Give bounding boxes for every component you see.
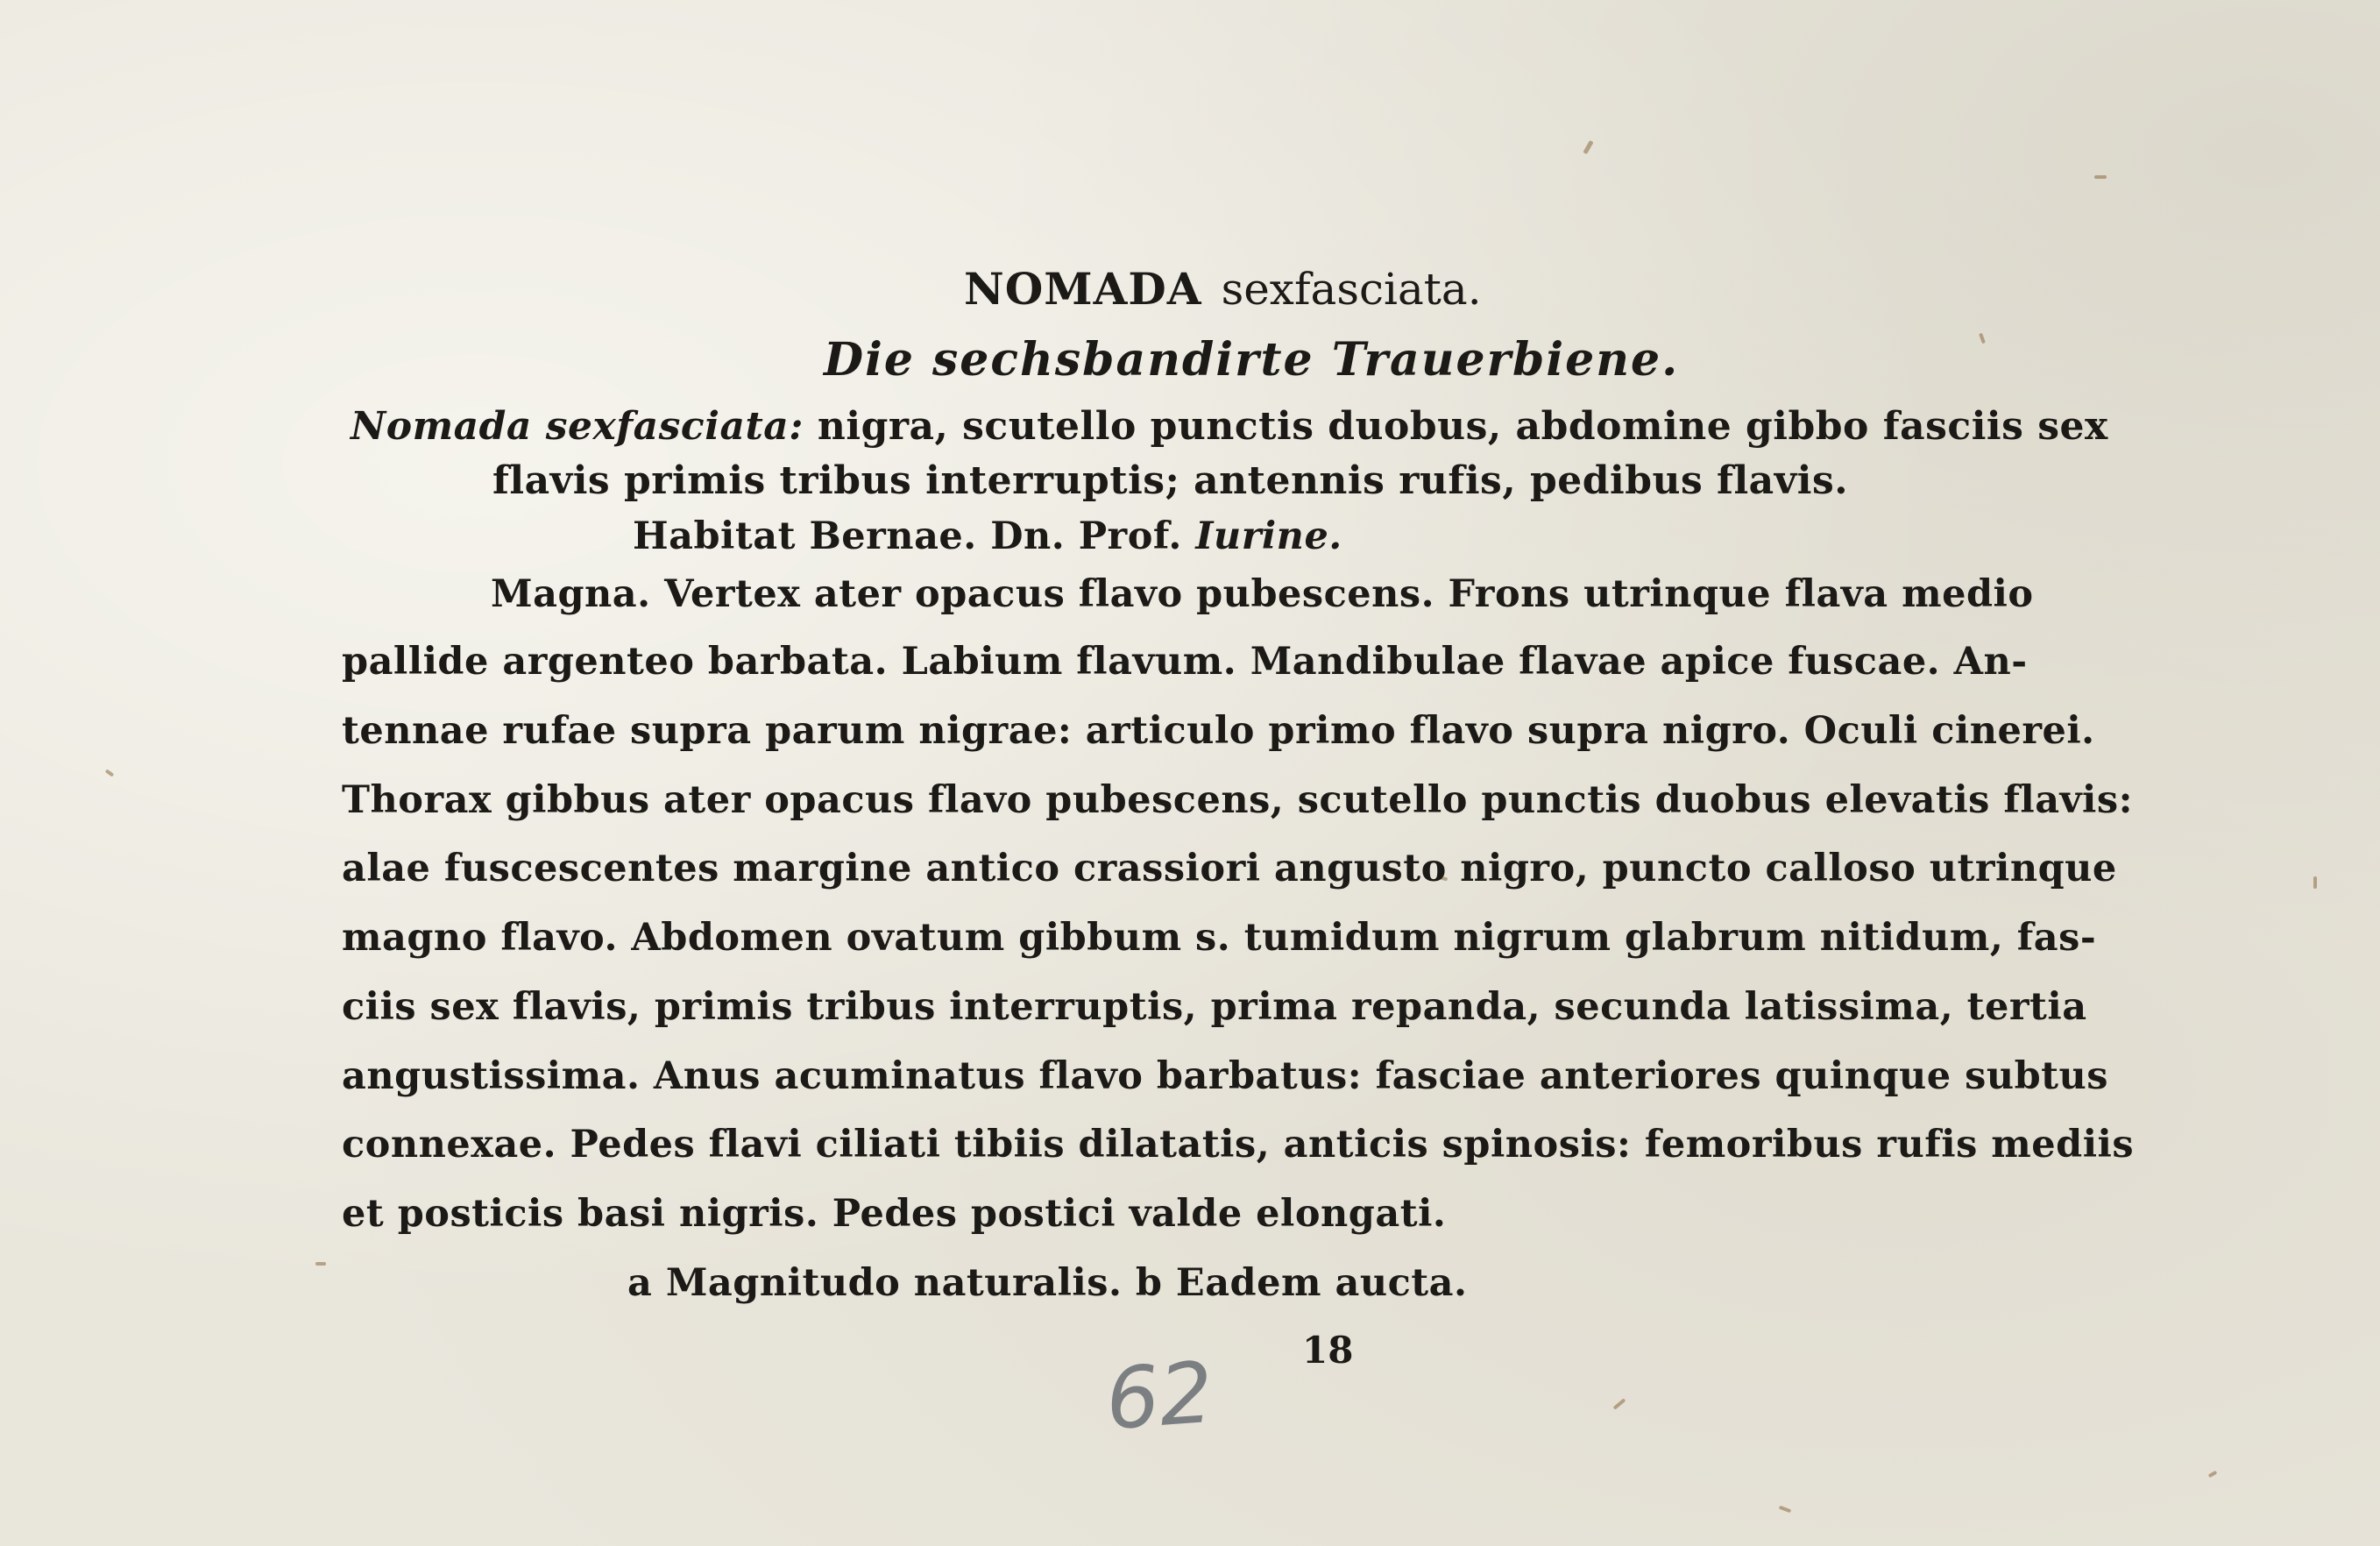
description-line: et posticis basi nigris. Pedes postici valde elongati.	[342, 1192, 1447, 1236]
paper-fleck	[2094, 175, 2107, 179]
description-line: tennae rufae supra parum nigrae: articulo primo flavo supra nigro. Oculi cinerei.	[342, 709, 2095, 753]
description-line: Thorax gibbus ater opacus flavo pubescens, scutello punctis duobus elevatis flavis:	[342, 778, 2133, 822]
diagnosis-line-1	[351, 404, 2108, 449]
species-name: sexfasciata.	[1221, 264, 1482, 315]
habitat-text: Habitat Bernae. Dn. Prof.	[633, 514, 1182, 558]
paper-fleck	[1779, 1506, 1792, 1514]
german-common-name: Die sechsbandirte Trauerbiene.	[824, 333, 1680, 386]
paper-fleck	[105, 769, 114, 777]
diagnosis-line-2: flavis primis tribus interruptis; antennis rufis, pedibus flavis.	[492, 458, 1849, 503]
species-heading	[964, 263, 1482, 315]
description-line: connexae. Pedes flavi ciliati tibiis dilatatis, anticis spinosis: femoribus rufis mediis	[342, 1123, 2135, 1167]
diagnosis-name: Nomada sexfasciata:	[351, 404, 804, 449]
description-line: angustissima. Anus acuminatus flavo barbatus: fasciae anteriores quinque subtus	[342, 1054, 2109, 1098]
description-line: pallide argenteo barbata. Labium flavum. Mandibulae flavae apice fuscae. An-	[342, 640, 2028, 684]
page-number: 18	[1302, 1329, 1354, 1372]
pencil-annotation: 62	[1102, 1343, 1216, 1450]
paper-fleck	[1613, 1398, 1626, 1409]
figure-caption: a Magnitudo naturalis. b Eadem aucta.	[627, 1261, 1468, 1305]
description-line: Magna. Vertex ater opacus flavo pubescens. Frons utrinque flava medio	[491, 572, 2034, 616]
paper-fleck	[1979, 333, 1986, 344]
collector-name: Iurine.	[1195, 514, 1342, 558]
description-line: alae fuscescentes margine antico crassiori angusto nigro, puncto calloso utrinque	[342, 847, 2117, 890]
description-line: magno flavo. Abdomen ovatum gibbum s. tumidum nigrum glabrum nitidum, fas-	[342, 916, 2097, 960]
genus-name: NOMADA	[964, 263, 1202, 315]
paper-fleck	[2208, 1471, 2218, 1478]
paper-fleck	[1583, 140, 1593, 154]
habitat-line	[633, 514, 1342, 558]
paper-fleck	[2313, 876, 2317, 889]
description-line: ciis sex flavis, primis tribus interruptis, prima repanda, secunda latissima, tertia	[342, 985, 2087, 1029]
diagnosis-text: nigra, scutello punctis duobus, abdomine gibbo fasciis sex	[817, 404, 2108, 449]
paper-fleck	[315, 1262, 326, 1266]
